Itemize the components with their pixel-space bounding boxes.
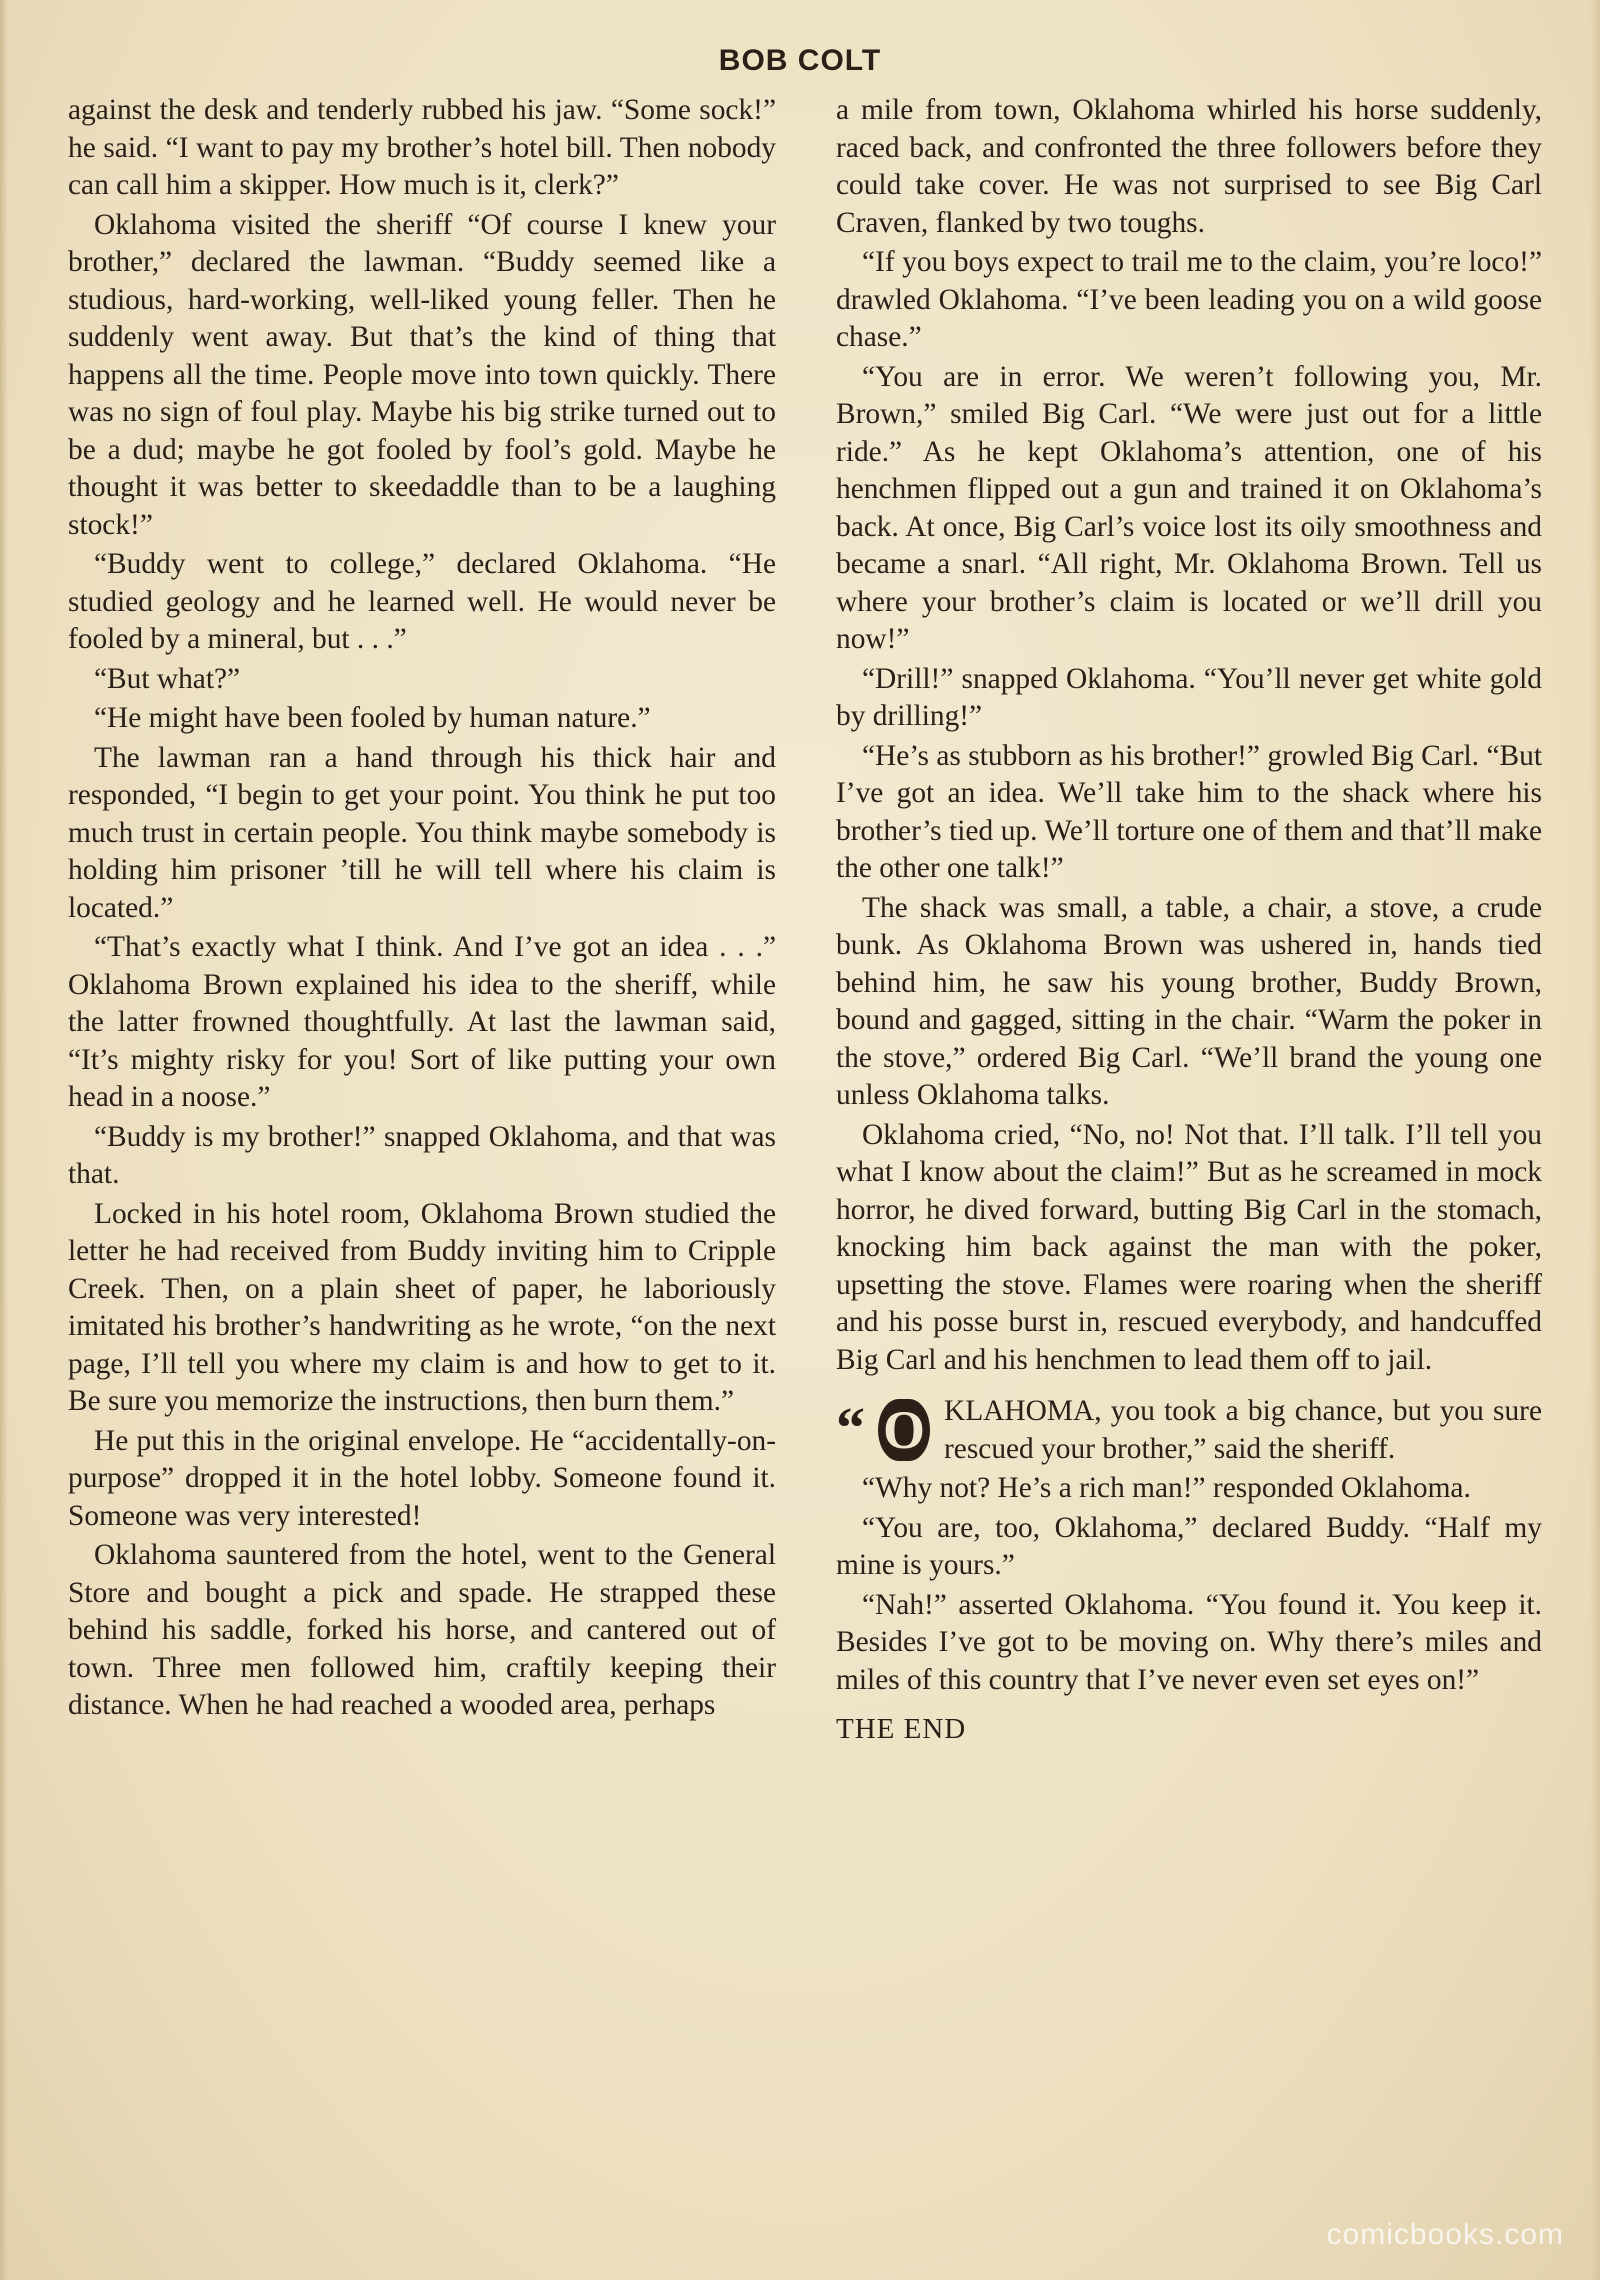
paragraph: “But what?”: [94, 662, 241, 695]
the-end-label: THE END: [836, 1713, 967, 1745]
page-spine-shadow: [0, 0, 8, 2280]
paragraph: “Why not? He’s a rich man!” responded Oklahoma.: [862, 1472, 1471, 1504]
site-watermark: comicbooks.com: [1326, 2218, 1564, 2251]
paragraph: “Nah!” asserted Oklahoma. “You found it. You keep it. Besides I’ve got to be moving on. Why there’s miles and miles of this country that I’ve never even set eyes on!”: [836, 1588, 1542, 1696]
dropcap-paragraph: [836, 1393, 1542, 1468]
drop-cap: [836, 1395, 934, 1465]
paragraph: “Buddy is my brother!” snapped Oklahoma, and that was that.: [68, 1120, 776, 1190]
paragraph: Oklahoma sauntered from the hotel, went to the General Store and bought a pick and spade. He strapped these behind his saddle, forked his horse, and cantered out of town. Three men followed him, craftily keeping their distance. When he had reached a wooded area, perhaps: [68, 1539, 776, 1721]
right-text-column: [836, 92, 1542, 1751]
paragraph: “He’s as stubborn as his brother!” growled Big Carl. “But I’ve got an idea. We’ll take him to the shack where his brother’s tied up. We’ll torture one of them and that’ll make the other one talk!”: [836, 739, 1542, 884]
paragraph: Oklahoma cried, “No, no! Not that. I’ll talk. I’ll tell you what I know about the claim!” But as he screamed in mock horror, he dived forward, butting Big Carl in the stomach, knocking him back against the man with the poker, upsetting the stove. Flames were roaring when the sheriff and his posse burst in, rescued everybody, and handcuffed Big Carl and his henchmen to lead them off to jail.: [836, 1118, 1542, 1376]
paragraph: “Drill!” snapped Oklahoma. “You’ll never get white gold by drilling!”: [836, 662, 1542, 732]
page-edge-shadow: [1590, 0, 1600, 2280]
paragraph: “If you boys expect to trail me to the claim, you’re loco!” drawled Oklahoma. “I’ve been leading you on a wild goose chase.”: [836, 246, 1542, 353]
drop-cap-quote: “: [836, 1395, 865, 1460]
paragraph: He put this in the original envelope. He “accidentally-on-purpose” dropped it in the hotel lobby. Someone found it. Someone was very interested!: [68, 1424, 776, 1532]
paragraph: “Buddy went to college,” declared Oklahoma. “He studied geology and he learned well. He would never be fooled by a mineral, but . . .”: [68, 548, 776, 655]
drop-cap-letter: O: [878, 1399, 930, 1461]
paragraph: Locked in his hotel room, Oklahoma Brown studied the letter he had received from Buddy inviting him to Cripple Creek. Then, on a plain sheet of paper, he laboriously imitated his brother’s handwriting as he wrote, “on the next page, I’ll tell you where my claim is and how to get to it. Be sure you memorize the instructions, then burn them.”: [68, 1197, 776, 1417]
paragraph: “He might have been fooled by human nature.”: [94, 702, 651, 734]
paragraph: “You are, too, Oklahoma,” declared Buddy. “Half my mine is yours.”: [836, 1511, 1542, 1581]
page-header-title: BOB COLT: [718, 44, 882, 77]
paragraph: a mile from town, Oklahoma whirled his horse suddenly, raced back, and confronted the three followers before they could take cover. He was not surprised to see Big Carl Craven, flanked by two toughs.: [836, 94, 1542, 239]
left-text-column: [68, 92, 776, 1727]
paragraph: The shack was small, a table, a chair, a stove, a crude bunk. As Oklahoma Brown was ushered in, hands tied behind him, he saw his young brother, Buddy Brown, bound and gagged, sitting in the chair. “Warm the poker in the stove,” ordered Big Carl. “We’ll brand the young one unless Oklahoma talks.: [836, 891, 1542, 1111]
dropcap-paragraph-text: KLAHOMA, you took a big chance, but you sure rescued your brother,” said the sheriff.: [944, 1395, 1542, 1465]
paragraph: “You are in error. We weren’t following you, Mr. Brown,” smiled Big Carl. “We were just out for a little ride.” As he kept Oklahoma’s attention, one of his henchmen flipped out a gun and trained it on Oklahoma’s back. At once, Big Carl’s voice lost its oily smoothness and became a snarl. “All right, Mr. Oklahoma Brown. Tell us where your brother’s claim is located or we’ll drill you now!”: [836, 360, 1542, 655]
paragraph: The lawman ran a hand through his thick hair and responded, “I begin to get your point. You think he put too much trust in certain people. You think maybe somebody is holding him prisoner ’till he will tell where his claim is located.”: [68, 741, 776, 924]
paragraph: “That’s exactly what I think. And I’ve got an idea . . .” Oklahoma Brown explained his idea to the sheriff, while the latter frowned thoughtfully. At last the lawman said, “It’s mighty risky for you! Sort of like putting your own head in a noose.”: [68, 931, 776, 1113]
paragraph: Oklahoma visited the sheriff “Of course I knew your brother,” declared the lawman. “Buddy seemed like a studious, hard-working, well-liked young feller. Then he suddenly went away. But that’s the kind of thing that happens all the time. People move into town quickly. There was no sign of foul play. Maybe his big strike turned out to be a dud; maybe he got fooled by fool’s gold. Maybe he thought it was better to skeedaddle than to be a laughing stock!”: [68, 208, 776, 541]
paragraph: against the desk and tenderly rubbed his jaw. “Some sock!” he said. “I want to pay my brother’s hotel bill. Then nobody can call him a skipper. How much is it, clerk?”: [68, 94, 776, 201]
